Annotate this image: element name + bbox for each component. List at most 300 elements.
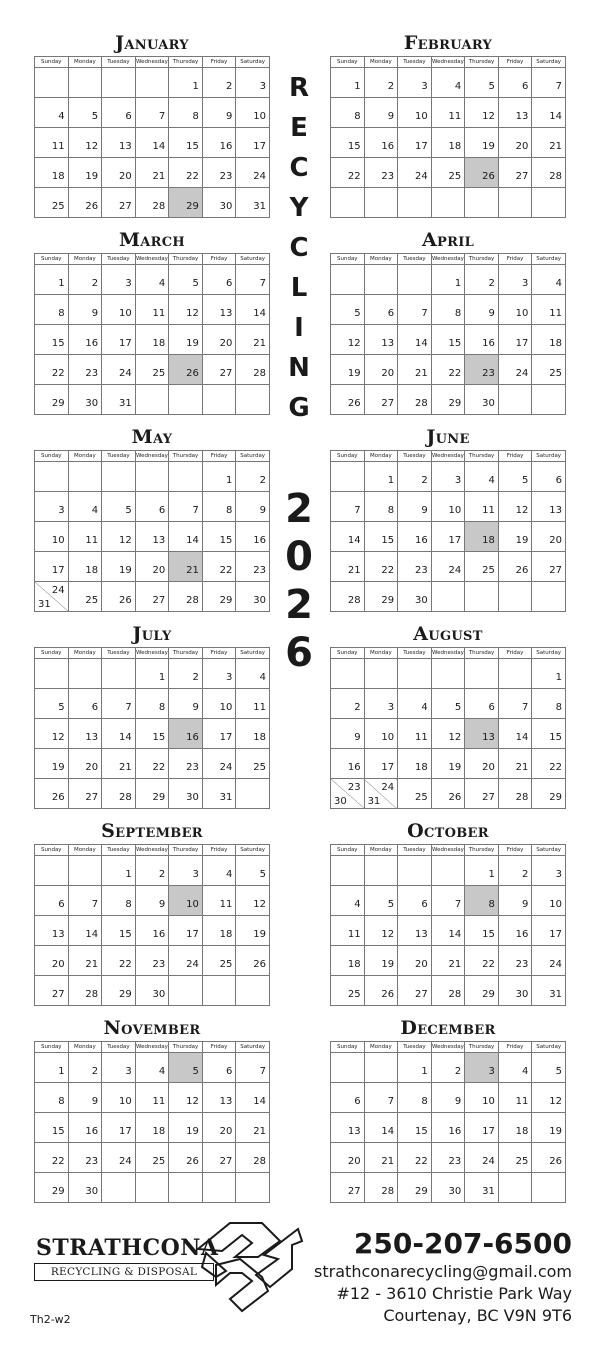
day-number: 1 <box>421 1066 428 1077</box>
weekday-header: Friday <box>498 648 532 659</box>
day-cell <box>465 385 499 415</box>
day-cell <box>465 659 499 689</box>
day-cell <box>465 325 499 355</box>
day-cell <box>202 462 236 492</box>
day-cell <box>498 856 532 886</box>
day-cell <box>102 98 136 128</box>
day-number: 16 <box>482 338 495 349</box>
day-number: 12 <box>482 111 495 122</box>
weekday-header: Saturday <box>236 845 270 856</box>
day-number: 31 <box>367 796 381 807</box>
day-cell <box>236 325 270 355</box>
day-number: 19 <box>515 535 529 546</box>
day-cell <box>431 68 465 98</box>
day-cell <box>465 128 499 158</box>
day-cell <box>364 265 398 295</box>
day-cell <box>135 325 169 355</box>
day-number: 17 <box>482 1126 495 1137</box>
day-number: 11 <box>347 929 361 940</box>
day-cell <box>202 385 236 415</box>
day-cell <box>102 1053 136 1083</box>
day-number: 30 <box>448 1186 462 1197</box>
day-number: 21 <box>253 338 266 349</box>
day-number: 27 <box>381 398 395 409</box>
weekday-header: Tuesday <box>102 451 136 462</box>
day-cell <box>364 1173 398 1203</box>
day-number: 18 <box>448 141 462 152</box>
day-cell <box>202 1173 236 1203</box>
day-number: 17 <box>51 565 65 576</box>
day-cell <box>169 689 203 719</box>
weekday-header: Monday <box>68 254 102 265</box>
weekday-header: Saturday <box>236 57 270 68</box>
year-digit: 0 <box>285 534 313 580</box>
day-cell <box>364 886 398 916</box>
month-july <box>34 621 270 811</box>
weekday-header: Wednesday <box>431 254 465 265</box>
day-cell <box>532 128 566 158</box>
day-number: 13 <box>549 505 562 516</box>
weekday-header: Sunday <box>35 648 69 659</box>
weekday-header: Sunday <box>35 451 69 462</box>
day-number: 27 <box>414 989 428 1000</box>
day-number: 22 <box>414 1156 428 1167</box>
day-cell <box>169 325 203 355</box>
weekday-header: Saturday <box>532 845 566 856</box>
day-number: 24 <box>482 1156 495 1167</box>
day-number: 24 <box>51 585 65 596</box>
day-cell <box>532 886 566 916</box>
day-cell <box>202 325 236 355</box>
day-cell <box>202 689 236 719</box>
weekday-header: Saturday <box>532 1042 566 1053</box>
day-number: 19 <box>482 141 495 152</box>
day-cell <box>364 325 398 355</box>
day-cell <box>364 1053 398 1083</box>
day-cell <box>398 385 432 415</box>
day-cell <box>202 1113 236 1143</box>
day-cell <box>364 128 398 158</box>
day-cell <box>135 779 169 809</box>
day-number: 21 <box>414 368 428 379</box>
day-cell <box>135 522 169 552</box>
day-cell <box>202 976 236 1006</box>
weekday-header: Wednesday <box>135 1042 169 1053</box>
day-cell <box>169 779 203 809</box>
day-number: 28 <box>253 1156 266 1167</box>
month-grid <box>34 1041 270 1203</box>
day-cell <box>498 1143 532 1173</box>
day-cell <box>465 98 499 128</box>
day-number: 20 <box>482 762 495 773</box>
day-cell <box>35 98 69 128</box>
day-cell <box>532 462 566 492</box>
day-cell <box>431 1113 465 1143</box>
day-cell <box>236 295 270 325</box>
day-cell <box>236 659 270 689</box>
day-cell <box>532 1113 566 1143</box>
day-number: 3 <box>58 505 65 516</box>
day-number: 14 <box>347 535 361 546</box>
day-cell <box>135 552 169 582</box>
day-number: 5 <box>259 869 266 880</box>
day-cell <box>236 749 270 779</box>
weekday-header: Wednesday <box>135 648 169 659</box>
day-cell <box>498 1173 532 1203</box>
day-number: 30 <box>85 398 99 409</box>
day-cell <box>331 719 365 749</box>
day-number: 7 <box>91 899 99 910</box>
day-cell <box>68 719 102 749</box>
day-cell <box>532 552 566 582</box>
day-cell <box>35 1053 69 1083</box>
day-cell <box>331 325 365 355</box>
day-cell <box>236 1083 270 1113</box>
day-cell <box>532 719 566 749</box>
day-number: 4 <box>454 81 462 92</box>
day-number: 21 <box>85 959 99 970</box>
day-number: 4 <box>91 505 99 516</box>
phone-number: 250-207-6500 <box>353 1227 572 1260</box>
day-cell <box>364 946 398 976</box>
day-number: 22 <box>219 565 233 576</box>
day-cell <box>68 1173 102 1203</box>
day-number: 27 <box>515 171 529 182</box>
day-cell <box>35 916 69 946</box>
day-cell <box>532 689 566 719</box>
day-cell <box>169 128 203 158</box>
day-number: 10 <box>515 308 529 319</box>
day-number: 7 <box>354 505 361 516</box>
day-cell <box>102 946 136 976</box>
day-number: 27 <box>347 1186 361 1197</box>
recycling-day-cell <box>169 719 203 749</box>
day-number: 18 <box>219 929 233 940</box>
month-grid <box>330 450 566 612</box>
day-cell <box>532 522 566 552</box>
day-cell <box>398 295 432 325</box>
month-title: February <box>403 32 493 54</box>
day-cell <box>35 719 69 749</box>
day-number: 27 <box>118 201 132 212</box>
day-number: 1 <box>387 475 395 486</box>
day-number: 9 <box>421 505 428 516</box>
day-cell <box>236 976 270 1006</box>
day-number: 4 <box>421 702 428 713</box>
day-cell <box>35 1113 69 1143</box>
day-number: 12 <box>448 732 462 743</box>
day-cell <box>169 462 203 492</box>
day-cell <box>68 552 102 582</box>
day-number: 30 <box>414 595 428 606</box>
day-number: 15 <box>118 929 132 940</box>
day-cell <box>202 582 236 612</box>
day-number: 23 <box>515 959 529 970</box>
day-number: 10 <box>253 111 266 122</box>
day-number: 29 <box>448 398 462 409</box>
day-cell <box>532 856 566 886</box>
month-grid <box>34 253 270 415</box>
day-number: 27 <box>549 565 562 576</box>
day-number: 18 <box>85 565 99 576</box>
day-number: 6 <box>226 278 233 289</box>
month-april <box>330 227 566 417</box>
day-number: 18 <box>549 338 562 349</box>
day-cell <box>135 158 169 188</box>
day-number: 14 <box>152 141 166 152</box>
day-cell <box>169 1143 203 1173</box>
day-cell <box>135 1143 169 1173</box>
day-number: 6 <box>421 899 428 910</box>
day-number: 24 <box>515 368 529 379</box>
day-cell <box>236 1173 270 1203</box>
day-cell <box>236 462 270 492</box>
weekday-header: Wednesday <box>431 845 465 856</box>
day-number: 8 <box>58 308 65 319</box>
recycling-day-cell <box>169 355 203 385</box>
day-cell <box>102 552 136 582</box>
day-cell <box>236 779 270 809</box>
day-number: 10 <box>219 702 233 713</box>
weekday-header: Wednesday <box>431 57 465 68</box>
day-number: 6 <box>158 505 166 516</box>
day-cell <box>35 886 69 916</box>
weekday-header: Thursday <box>169 254 203 265</box>
day-cell <box>35 385 69 415</box>
day-cell <box>398 552 432 582</box>
day-cell <box>169 946 203 976</box>
day-cell <box>465 749 499 779</box>
month-may <box>34 424 270 614</box>
day-number: 17 <box>118 338 132 349</box>
day-cell <box>398 689 432 719</box>
day-cell <box>498 946 532 976</box>
day-cell <box>102 976 136 1006</box>
day-number: 2 <box>226 81 233 92</box>
day-number: 18 <box>253 732 266 743</box>
day-cell <box>68 1143 102 1173</box>
day-number: 6 <box>91 702 99 713</box>
day-cell <box>331 1143 365 1173</box>
day-cell <box>498 886 532 916</box>
day-number: 31 <box>118 398 132 409</box>
day-number: 9 <box>354 732 361 743</box>
recycling-day-cell <box>465 522 499 552</box>
day-number: 20 <box>219 338 233 349</box>
day-cell <box>398 976 432 1006</box>
day-cell <box>331 552 365 582</box>
day-cell <box>364 158 398 188</box>
weekday-header: Friday <box>202 648 236 659</box>
weekday-header: Thursday <box>169 1042 203 1053</box>
day-cell <box>398 856 432 886</box>
day-cell <box>102 582 136 612</box>
day-number: 8 <box>387 505 395 516</box>
day-number: 8 <box>226 505 233 516</box>
day-number: 28 <box>381 1186 395 1197</box>
day-cell <box>331 659 365 689</box>
weekday-header: Wednesday <box>135 845 169 856</box>
day-number: 4 <box>158 278 166 289</box>
day-number: 7 <box>522 702 529 713</box>
month-grid <box>34 56 270 218</box>
recycling-day-cell <box>465 158 499 188</box>
title-letter: C <box>289 153 309 183</box>
day-number: 14 <box>118 732 132 743</box>
day-cell <box>102 188 136 218</box>
day-cell <box>236 552 270 582</box>
day-number: 8 <box>192 111 199 122</box>
day-number: 28 <box>414 398 428 409</box>
day-cell <box>135 385 169 415</box>
year-vertical-title <box>279 485 319 677</box>
day-cell <box>135 1173 169 1203</box>
day-cell <box>68 582 102 612</box>
day-number: 14 <box>186 535 199 546</box>
day-cell <box>398 325 432 355</box>
weekday-header: Tuesday <box>102 845 136 856</box>
day-number: 21 <box>549 141 562 152</box>
weekday-header: Saturday <box>236 254 270 265</box>
day-cell <box>35 522 69 552</box>
year-digit: 2 <box>285 582 313 628</box>
day-cell <box>431 188 465 218</box>
day-cell <box>465 582 499 612</box>
weekday-header: Monday <box>364 1042 398 1053</box>
day-number: 16 <box>515 929 529 940</box>
day-cell <box>135 976 169 1006</box>
day-number: 26 <box>51 792 65 803</box>
day-cell <box>202 1143 236 1173</box>
day-cell <box>364 188 398 218</box>
day-cell <box>431 749 465 779</box>
day-cell <box>532 1143 566 1173</box>
day-number: 1 <box>488 869 495 880</box>
day-cell <box>35 462 69 492</box>
day-cell <box>331 1173 365 1203</box>
day-number: 23 <box>414 565 428 576</box>
day-cell <box>68 946 102 976</box>
month-title: July <box>132 623 172 645</box>
city-address: Courtenay, BC V9N 9T6 <box>383 1306 572 1325</box>
day-number: 6 <box>555 475 562 486</box>
day-cell <box>398 946 432 976</box>
day-number: 14 <box>85 929 99 940</box>
weekday-header: Thursday <box>169 451 203 462</box>
day-number: 12 <box>186 1096 199 1107</box>
recycling-day-cell <box>169 552 203 582</box>
day-number: 7 <box>158 111 166 122</box>
month-title: December <box>400 1017 496 1039</box>
day-cell <box>169 492 203 522</box>
recycling-day-cell <box>465 1053 499 1083</box>
day-number: 25 <box>253 762 266 773</box>
day-number: 22 <box>549 762 562 773</box>
month-june <box>330 424 566 614</box>
month-december <box>330 1015 566 1205</box>
day-number: 9 <box>522 899 529 910</box>
day-cell <box>398 886 432 916</box>
day-number: 27 <box>482 792 495 803</box>
title-letter: G <box>288 393 310 423</box>
weekday-header: Wednesday <box>135 57 169 68</box>
day-number: 2 <box>259 475 266 486</box>
day-number: 26 <box>85 201 99 212</box>
day-cell <box>169 976 203 1006</box>
day-cell <box>431 946 465 976</box>
day-number: 19 <box>118 565 132 576</box>
day-number: 19 <box>51 762 65 773</box>
day-number: 25 <box>448 171 462 182</box>
day-cell <box>68 68 102 98</box>
title-letter: E <box>290 113 308 143</box>
day-cell <box>68 385 102 415</box>
strathcona-logo <box>30 1215 305 1315</box>
weekday-header: Sunday <box>35 57 69 68</box>
day-number: 19 <box>85 171 99 182</box>
day-cell <box>431 325 465 355</box>
day-cell <box>35 492 69 522</box>
weekday-header: Friday <box>202 845 236 856</box>
day-cell <box>202 1053 236 1083</box>
month-title: August <box>413 623 483 645</box>
day-number: 10 <box>51 535 65 546</box>
weekday-header: Sunday <box>331 648 365 659</box>
day-number: 31 <box>482 1186 495 1197</box>
day-cell <box>135 355 169 385</box>
day-number: 5 <box>488 81 495 92</box>
day-number: 23 <box>219 171 233 182</box>
month-grid <box>34 450 270 612</box>
day-number: 13 <box>482 732 495 743</box>
day-number: 25 <box>549 368 562 379</box>
day-number: 25 <box>51 201 65 212</box>
day-cell <box>135 856 169 886</box>
day-number: 28 <box>152 201 166 212</box>
day-number: 1 <box>454 278 462 289</box>
day-number: 18 <box>347 959 361 970</box>
month-title: November <box>103 1017 201 1039</box>
day-cell <box>102 492 136 522</box>
day-cell <box>364 1143 398 1173</box>
day-number: 28 <box>118 792 132 803</box>
day-number: 22 <box>347 171 361 182</box>
day-number: 26 <box>482 171 495 182</box>
day-cell <box>498 976 532 1006</box>
day-number: 10 <box>549 899 562 910</box>
day-number: 26 <box>186 1156 199 1167</box>
day-number: 21 <box>186 565 199 576</box>
day-cell <box>35 552 69 582</box>
day-number: 26 <box>549 1156 562 1167</box>
day-number: 21 <box>381 1156 395 1167</box>
day-number: 11 <box>152 1096 166 1107</box>
weekday-header: Tuesday <box>102 254 136 265</box>
day-number: 18 <box>414 762 428 773</box>
day-number: 14 <box>253 308 266 319</box>
day-cell <box>498 68 532 98</box>
day-cell <box>102 462 136 492</box>
day-number: 29 <box>118 989 132 1000</box>
day-cell <box>465 1173 499 1203</box>
day-cell <box>35 188 69 218</box>
day-number: 16 <box>381 141 395 152</box>
day-number: 15 <box>51 338 65 349</box>
day-cell <box>331 462 365 492</box>
form-code: Th2-w2 <box>30 1313 71 1326</box>
day-cell <box>398 659 432 689</box>
day-number: 3 <box>488 1066 495 1077</box>
